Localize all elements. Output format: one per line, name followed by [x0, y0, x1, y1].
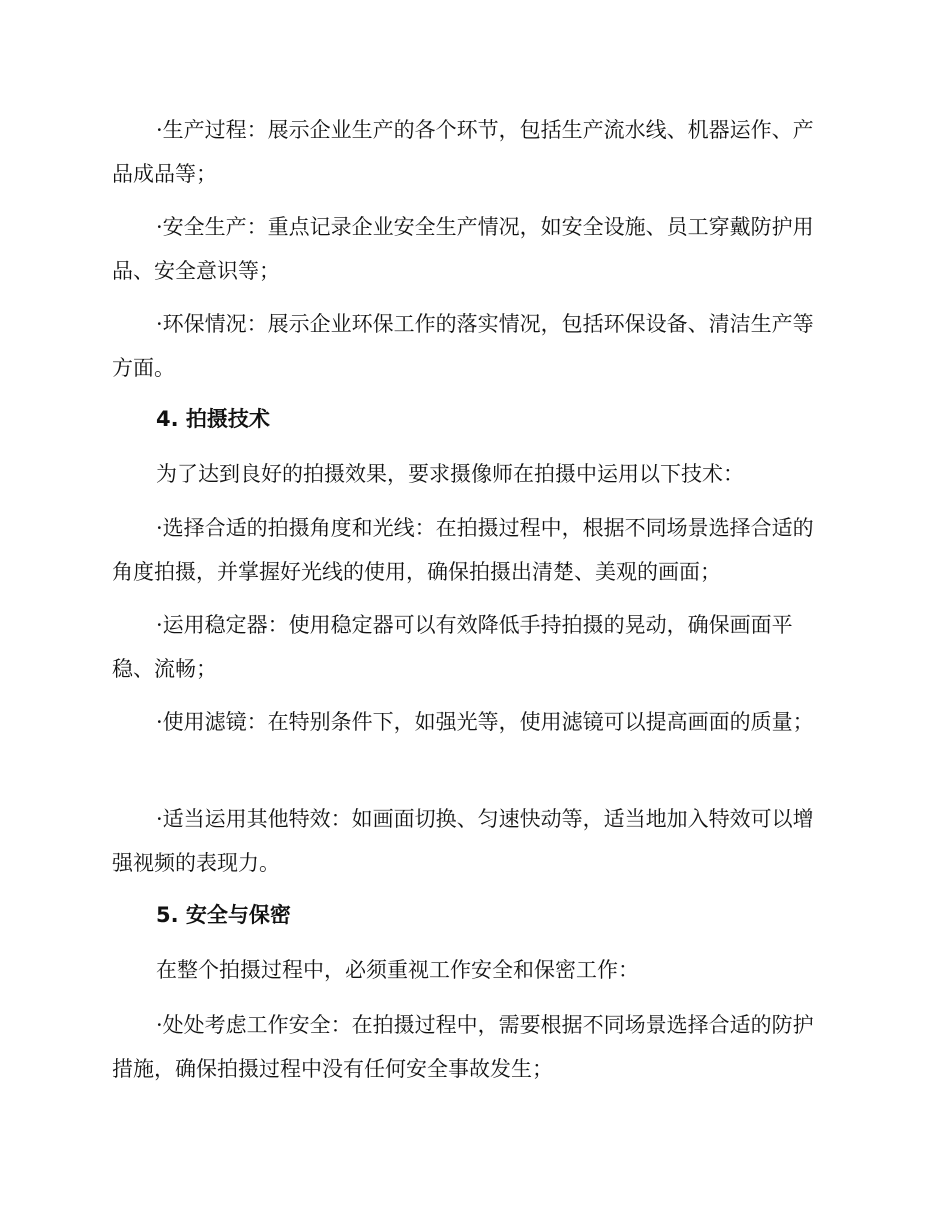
- bullet-work-safety: ·处处考虑工作安全：在拍摄过程中，需要根据不同场景选择合适的防护措施，确保拍摄过程中没有任何安全事故发生；: [112, 1013, 814, 1081]
- bullet-environmental: ·环保情况：展示企业环保工作的落实情况，包括环保设备、清洁生产等方面。: [112, 312, 814, 380]
- section-heading-5: 5. 安全与保密: [156, 903, 291, 927]
- bullet-stabilizer: ·运用稳定器：使用稳定器可以有效降低手持拍摄的晃动，确保画面平稳、流畅；: [112, 613, 793, 681]
- bullet-effects: ·适当运用其他特效：如画面切换、匀速快动等，适当地加入特效可以增强视频的表现力。: [112, 807, 814, 875]
- section-heading-4: 4. 拍摄技术: [156, 407, 270, 431]
- bullet-safety-production: ·安全生产：重点记录企业安全生产情况，如安全设施、员工穿戴防护用品、安全意识等；: [112, 215, 814, 283]
- bullet-production-process: ·生产过程：展示企业生产的各个环节，包括生产流水线、机器运作、产品成品等；: [112, 118, 814, 186]
- intro-safety-secrecy: 在整个拍摄过程中，必须重视工作安全和保密工作：: [156, 958, 639, 982]
- intro-shooting-tech: 为了达到良好的拍摄效果，要求摄像师在拍摄中运用以下技术：: [156, 462, 744, 486]
- bullet-angle-light: ·选择合适的拍摄角度和光线：在拍摄过程中，根据不同场景选择合适的角度拍摄，并掌握好光线的使用，确保拍摄出清楚、美观的画面；: [112, 516, 814, 584]
- bullet-filter: ·使用滤镜：在特别条件下，如强光等，使用滤镜可以提高画面的质量；: [156, 710, 814, 734]
